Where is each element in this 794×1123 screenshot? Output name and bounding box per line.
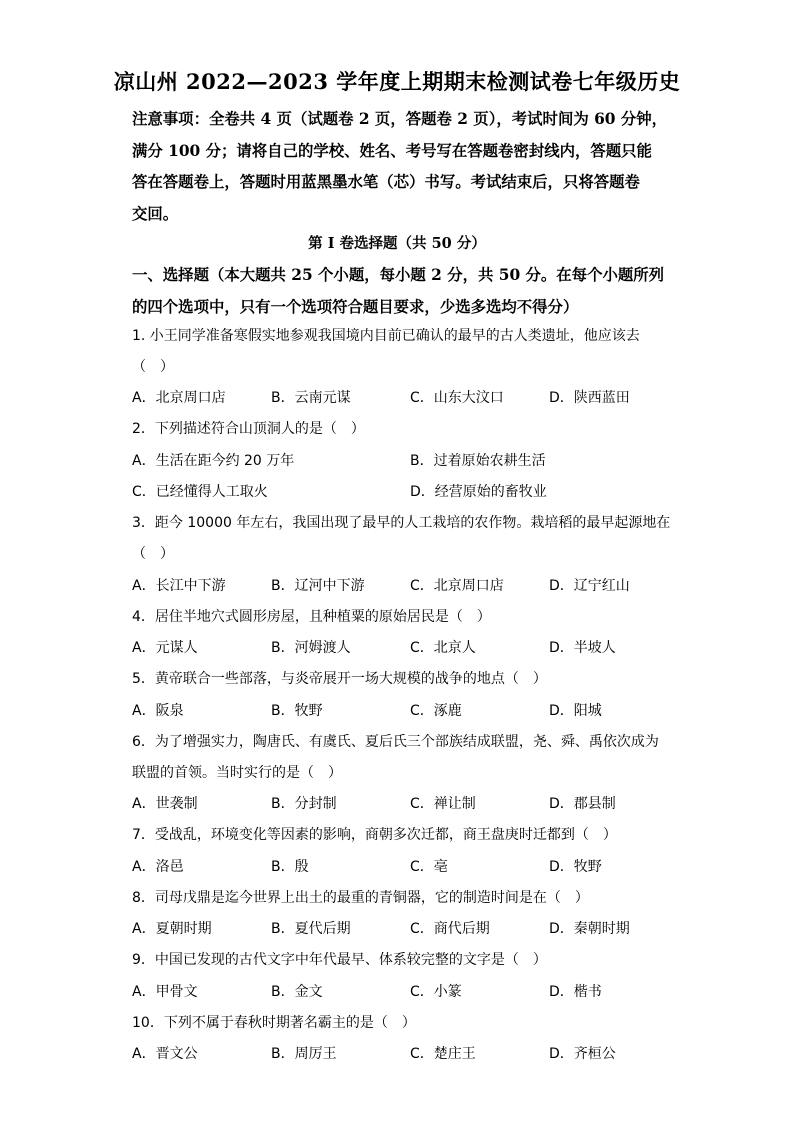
question-7-option-d: D．牧野 <box>549 859 602 875</box>
notice-line: 满分 100 分；请将自己的学校、姓名、考号写在答题卷密封线内，答题只能 <box>132 141 652 160</box>
question-4-options <box>132 638 672 658</box>
question-5-option-d: D．阳城 <box>549 703 602 719</box>
question-2-option-d: D．经营原始的畜牧业 <box>410 484 547 500</box>
section-intro <box>132 260 672 323</box>
question-3-option-a: A．长江中下游 <box>132 578 226 594</box>
question-8-option-c: C．商代后期 <box>410 921 490 937</box>
question-3-options <box>132 576 672 596</box>
question-2-options-row-1 <box>132 451 672 471</box>
section-intro-line: 一、选择题（本大题共 25 个小题，每小题 2 分，共 50 分。在每个小题所列 <box>132 266 665 284</box>
question-10-option-c: C．楚庄王 <box>410 1046 476 1062</box>
question-10-option-a: A．晋文公 <box>132 1046 198 1062</box>
question-8-option-b: B．夏代后期 <box>271 921 351 937</box>
part-heading: 第 I 卷选择题（共 50 分） <box>308 235 486 252</box>
notice-line: 交回。 <box>132 204 179 223</box>
question-10-option-d: D．齐桓公 <box>549 1046 616 1062</box>
question-2-option-b: B．过着原始农耕生活 <box>410 453 546 469</box>
question-4-option-c: C．北京人 <box>410 640 476 656</box>
question-5-options <box>132 701 672 721</box>
question-7-stem: 7．受战乱，环境变化等因素的影响，商朝多次迁都，商王盘庚时迁都到（ ） <box>132 827 617 843</box>
question-2-option-c: C．已经懂得人工取火 <box>132 484 268 500</box>
question-9-options <box>132 982 672 1002</box>
notice-block <box>132 104 672 230</box>
question-9-option-d: D．楷书 <box>549 984 602 1000</box>
question-10-stem: 10．下列不属于春秋时期著名霸主的是（ ） <box>132 1015 416 1031</box>
question-10-option-b: B．周厉王 <box>271 1046 337 1062</box>
question-7-option-a: A．洛邑 <box>132 859 184 875</box>
question-3-stem-line-2: （ ） <box>132 546 174 562</box>
exam-title: 凉山州 2022—2023 学年度上期期末检测试卷七年级历史 <box>113 69 681 94</box>
question-3-stem-line-1: 3．距今 10000 年左右，我国出现了最早的人工栽培的农作物。栽培稻的最早起源地在 <box>132 515 671 531</box>
notice-line: 注意事项：全卷共 4 页（试题卷 2 页，答题卷 2 页），考试时间为 60 分钟， <box>132 110 668 128</box>
question-2-stem: 2．下列描述符合山顶洞人的是（ ） <box>132 421 365 437</box>
question-8-option-a: A．夏朝时期 <box>132 921 212 937</box>
question-4-stem: 4．居住半地穴式圆形房屋，且种植粟的原始居民是（ ） <box>132 609 491 625</box>
question-6-option-a: A．世袭制 <box>132 796 198 812</box>
question-6-option-b: B．分封制 <box>271 796 337 812</box>
question-10-options <box>132 1044 672 1064</box>
question-1-stem-line-2: （ ） <box>132 359 174 375</box>
question-9-stem: 9．中国已发现的古代文字中年代最早、体系较完整的文字是（ ） <box>132 952 547 968</box>
question-4-option-b: B．河姆渡人 <box>271 640 351 656</box>
question-4-option-d: D．半坡人 <box>549 640 616 656</box>
question-6-option-d: D．郡县制 <box>549 796 616 812</box>
question-1-option-b: B．云南元谋 <box>271 390 351 406</box>
question-2-option-a: A．生活在距今约 20 万年 <box>132 453 295 469</box>
question-6-stem-line-2: 联盟的首领。当时实行的是（ ） <box>132 765 342 781</box>
question-8-stem: 8．司母戊鼎是迄今世界上出土的最重的青铜器，它的制造时间是在（ ） <box>132 890 589 906</box>
question-2-options-row-2 <box>132 482 672 502</box>
question-1-option-a: A．北京周口店 <box>132 390 226 406</box>
section-intro-line: 的四个选项中，只有一个选项符合题目要求，少选多选均不得分） <box>132 297 579 316</box>
question-8-options <box>132 919 672 939</box>
question-5-stem: 5．黄帝联合一些部落，与炎帝展开一场大规模的战争的地点（ ） <box>132 671 547 687</box>
notice-line: 答在答题卷上，答题时用蓝黑墨水笔（芯）书写。考试结束后，只将答题卷 <box>132 173 640 191</box>
question-9-option-a: A．甲骨文 <box>132 984 198 1000</box>
question-1-option-c: C．山东大汶口 <box>410 390 504 406</box>
question-1-options <box>132 388 672 408</box>
question-9-option-b: B．金文 <box>271 984 323 1000</box>
question-5-option-b: B．牧野 <box>271 703 323 719</box>
question-3-option-d: D．辽宁红山 <box>549 578 630 594</box>
question-4-option-a: A．元谋人 <box>132 640 198 656</box>
question-6-option-c: C．禅让制 <box>410 796 476 812</box>
question-5-option-c: C．涿鹿 <box>410 703 462 719</box>
question-3-option-c: C．北京周口店 <box>410 578 504 594</box>
question-5-option-a: A．阪泉 <box>132 703 184 719</box>
question-1-option-d: D．陕西蓝田 <box>549 390 630 406</box>
question-7-option-c: C．亳 <box>410 859 448 875</box>
question-7-options <box>132 857 672 877</box>
question-8-option-d: D．秦朝时期 <box>549 921 630 937</box>
question-7-option-b: B．殷 <box>271 859 309 875</box>
question-9-option-c: C．小篆 <box>410 984 462 1000</box>
question-3-option-b: B．辽河中下游 <box>271 578 365 594</box>
question-6-stem-line-1: 6．为了增强实力，陶唐氏、有虞氏、夏后氏三个部族结成联盟，尧、舜、禹依次成为 <box>132 734 659 750</box>
question-6-options <box>132 794 672 814</box>
question-1-stem-line-1: 1. 小王同学准备寒假实地参观我国境内目前已确认的最早的古人类遗址，他应该去 <box>132 328 640 344</box>
